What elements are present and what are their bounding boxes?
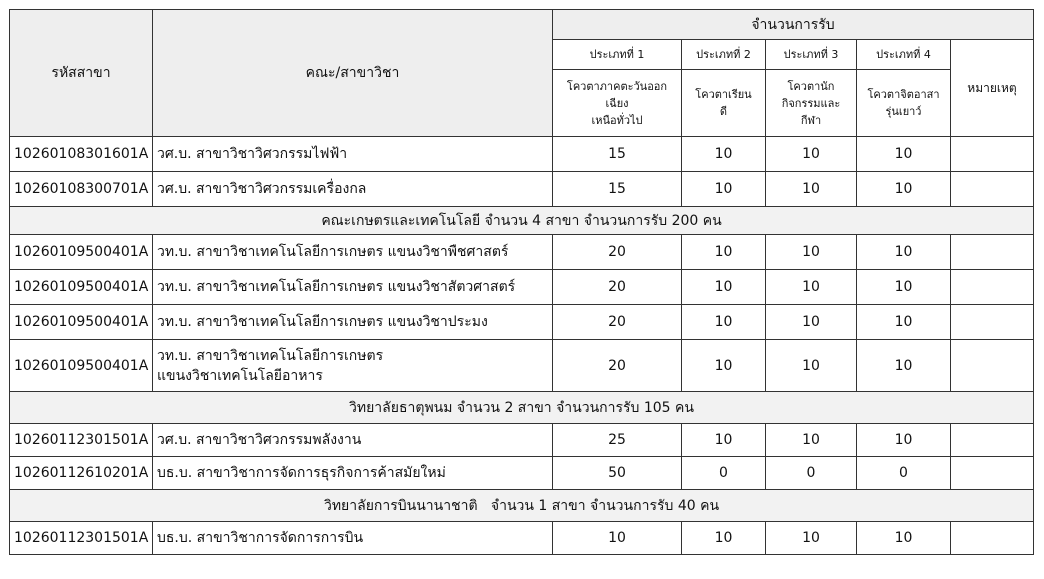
table-row	[10, 235, 1034, 270]
program-name	[153, 340, 553, 392]
remark-cell	[951, 305, 1034, 340]
table-row	[10, 270, 1034, 305]
type-3-count: 10	[766, 172, 857, 207]
type-4-desc-line: โควตาจิตอาสา	[867, 88, 940, 101]
section-title-thatphanom: วิทยาลัยธาตุพนม จำนวน 2 สาขา จำนวนการรับ 105 คน	[10, 392, 1034, 424]
type-3-count: 0	[766, 457, 857, 490]
table-row	[10, 172, 1034, 207]
type-3-count: 10	[766, 235, 857, 270]
type-4-count: 10	[857, 522, 951, 555]
type-2-header: ประเภทที่ 2	[682, 40, 766, 70]
type-2-count: 10	[682, 137, 766, 172]
type-1-count: 50	[553, 457, 682, 490]
type-3-count: 10	[766, 340, 857, 392]
type-1-count: 10	[553, 522, 682, 555]
type-1-count: 15	[553, 137, 682, 172]
type-2-count: 10	[682, 305, 766, 340]
type-3-count: 10	[766, 424, 857, 457]
type-4-header: ประเภทที่ 4	[857, 40, 951, 70]
type-3-desc-line: โควตานัก	[787, 79, 835, 93]
program-name: วท.บ. สาขาวิชาเทคโนโลยีการเกษตร แขนงวิชาประมง	[153, 305, 553, 340]
section-row	[10, 207, 1034, 235]
program-code: 10260109500401A	[10, 340, 153, 392]
remark-cell	[951, 270, 1034, 305]
table-row	[10, 457, 1034, 490]
type-2-count: 10	[682, 424, 766, 457]
section-title-aviation: วิทยาลัยการบินนานาชาติ จำนวน 1 สาขา จำนวนการรับ 40 คน	[10, 490, 1034, 522]
type-3-count: 10	[766, 522, 857, 555]
remark-cell	[951, 522, 1034, 555]
section-row	[10, 490, 1034, 522]
table-row	[10, 340, 1034, 392]
header-row-1	[10, 10, 1034, 40]
type-2-desc-line: ดี	[719, 105, 728, 118]
program-code: 10260109500401A	[10, 270, 153, 305]
type-3-desc-line: กิจกรรมและ	[781, 96, 841, 110]
program-name: วศ.บ. สาขาวิชาวิศวกรรมพลังงาน	[153, 424, 553, 457]
type-1-count: 20	[553, 305, 682, 340]
table-row	[10, 424, 1034, 457]
type-3-description	[766, 70, 857, 137]
remark-cell	[951, 424, 1034, 457]
type-3-header: ประเภทที่ 3	[766, 40, 857, 70]
remark-cell	[951, 137, 1034, 172]
remark-cell	[951, 340, 1034, 392]
program-code: 10260112301501A	[10, 424, 153, 457]
type-2-count: 10	[682, 522, 766, 555]
type-3-count: 10	[766, 270, 857, 305]
type-1-count: 25	[553, 424, 682, 457]
program-name-line: วท.บ. สาขาวิชาเทคโนโลยีการเกษตร	[157, 347, 384, 364]
remark-column-header: หมายเหตุ	[951, 40, 1034, 137]
program-name-line: แขนงวิชาเทคโนโลยีอาหาร	[157, 367, 323, 384]
admission-table	[9, 9, 1034, 555]
program-name: วท.บ. สาขาวิชาเทคโนโลยีการเกษตร แขนงวิชาสัตวศาสตร์	[153, 270, 553, 305]
program-name: วศ.บ. สาขาวิชาวิศวกรรมไฟฟ้า	[153, 137, 553, 172]
type-1-count: 20	[553, 270, 682, 305]
section-row	[10, 392, 1034, 424]
type-2-description	[682, 70, 766, 137]
type-1-description	[553, 70, 682, 137]
code-column-header: รหัสสาขา	[10, 10, 153, 137]
type-3-desc-line: กีฬา	[800, 113, 822, 127]
type-1-count: 15	[553, 172, 682, 207]
type-2-count: 10	[682, 172, 766, 207]
type-2-count: 10	[682, 235, 766, 270]
type-1-desc-line: โควตาภาคตะวันออก	[566, 79, 668, 93]
admission-group-header: จำนวนการรับ	[553, 10, 1034, 40]
table-row	[10, 522, 1034, 555]
remark-cell	[951, 235, 1034, 270]
type-3-count: 10	[766, 137, 857, 172]
program-code: 10260109500401A	[10, 305, 153, 340]
type-4-count: 10	[857, 340, 951, 392]
type-4-description	[857, 70, 951, 137]
name-column-header: คณะ/สาขาวิชา	[153, 10, 553, 137]
type-4-count: 10	[857, 305, 951, 340]
type-4-count: 10	[857, 424, 951, 457]
type-4-count: 10	[857, 137, 951, 172]
type-1-desc-line: เฉียง	[605, 96, 629, 110]
section-title-agriculture: คณะเกษตรและเทคโนโลยี จำนวน 4 สาขา จำนวนการรับ 200 คน	[10, 207, 1034, 235]
type-1-count: 20	[553, 340, 682, 392]
program-name: วศ.บ. สาขาวิชาวิศวกรรมเครื่องกล	[153, 172, 553, 207]
type-4-desc-line: รุ่นเยาว์	[885, 105, 922, 118]
program-name: บธ.บ. สาขาวิชาการจัดการธุรกิจการค้าสมัยใหม่	[153, 457, 553, 490]
type-4-count: 0	[857, 457, 951, 490]
remark-cell	[951, 457, 1034, 490]
program-code: 10260108300701A	[10, 172, 153, 207]
type-1-header: ประเภทที่ 1	[553, 40, 682, 70]
type-2-count: 10	[682, 270, 766, 305]
program-code: 10260108301601A	[10, 137, 153, 172]
table-row	[10, 137, 1034, 172]
type-1-count: 20	[553, 235, 682, 270]
remark-cell	[951, 172, 1034, 207]
table-row	[10, 305, 1034, 340]
type-4-count: 10	[857, 172, 951, 207]
type-4-count: 10	[857, 270, 951, 305]
type-1-desc-line: เหนือทั่วไป	[591, 113, 643, 127]
type-2-count: 0	[682, 457, 766, 490]
type-4-count: 10	[857, 235, 951, 270]
program-name: วท.บ. สาขาวิชาเทคโนโลยีการเกษตร แขนงวิชาพืชศาสตร์	[153, 235, 553, 270]
type-2-count: 10	[682, 340, 766, 392]
program-code: 10260109500401A	[10, 235, 153, 270]
program-code: 10260112301501A	[10, 522, 153, 555]
program-name: บธ.บ. สาขาวิชาการจัดการการบิน	[153, 522, 553, 555]
program-code: 10260112610201A	[10, 457, 153, 490]
type-2-desc-line: โควตาเรียน	[695, 88, 752, 101]
type-3-count: 10	[766, 305, 857, 340]
